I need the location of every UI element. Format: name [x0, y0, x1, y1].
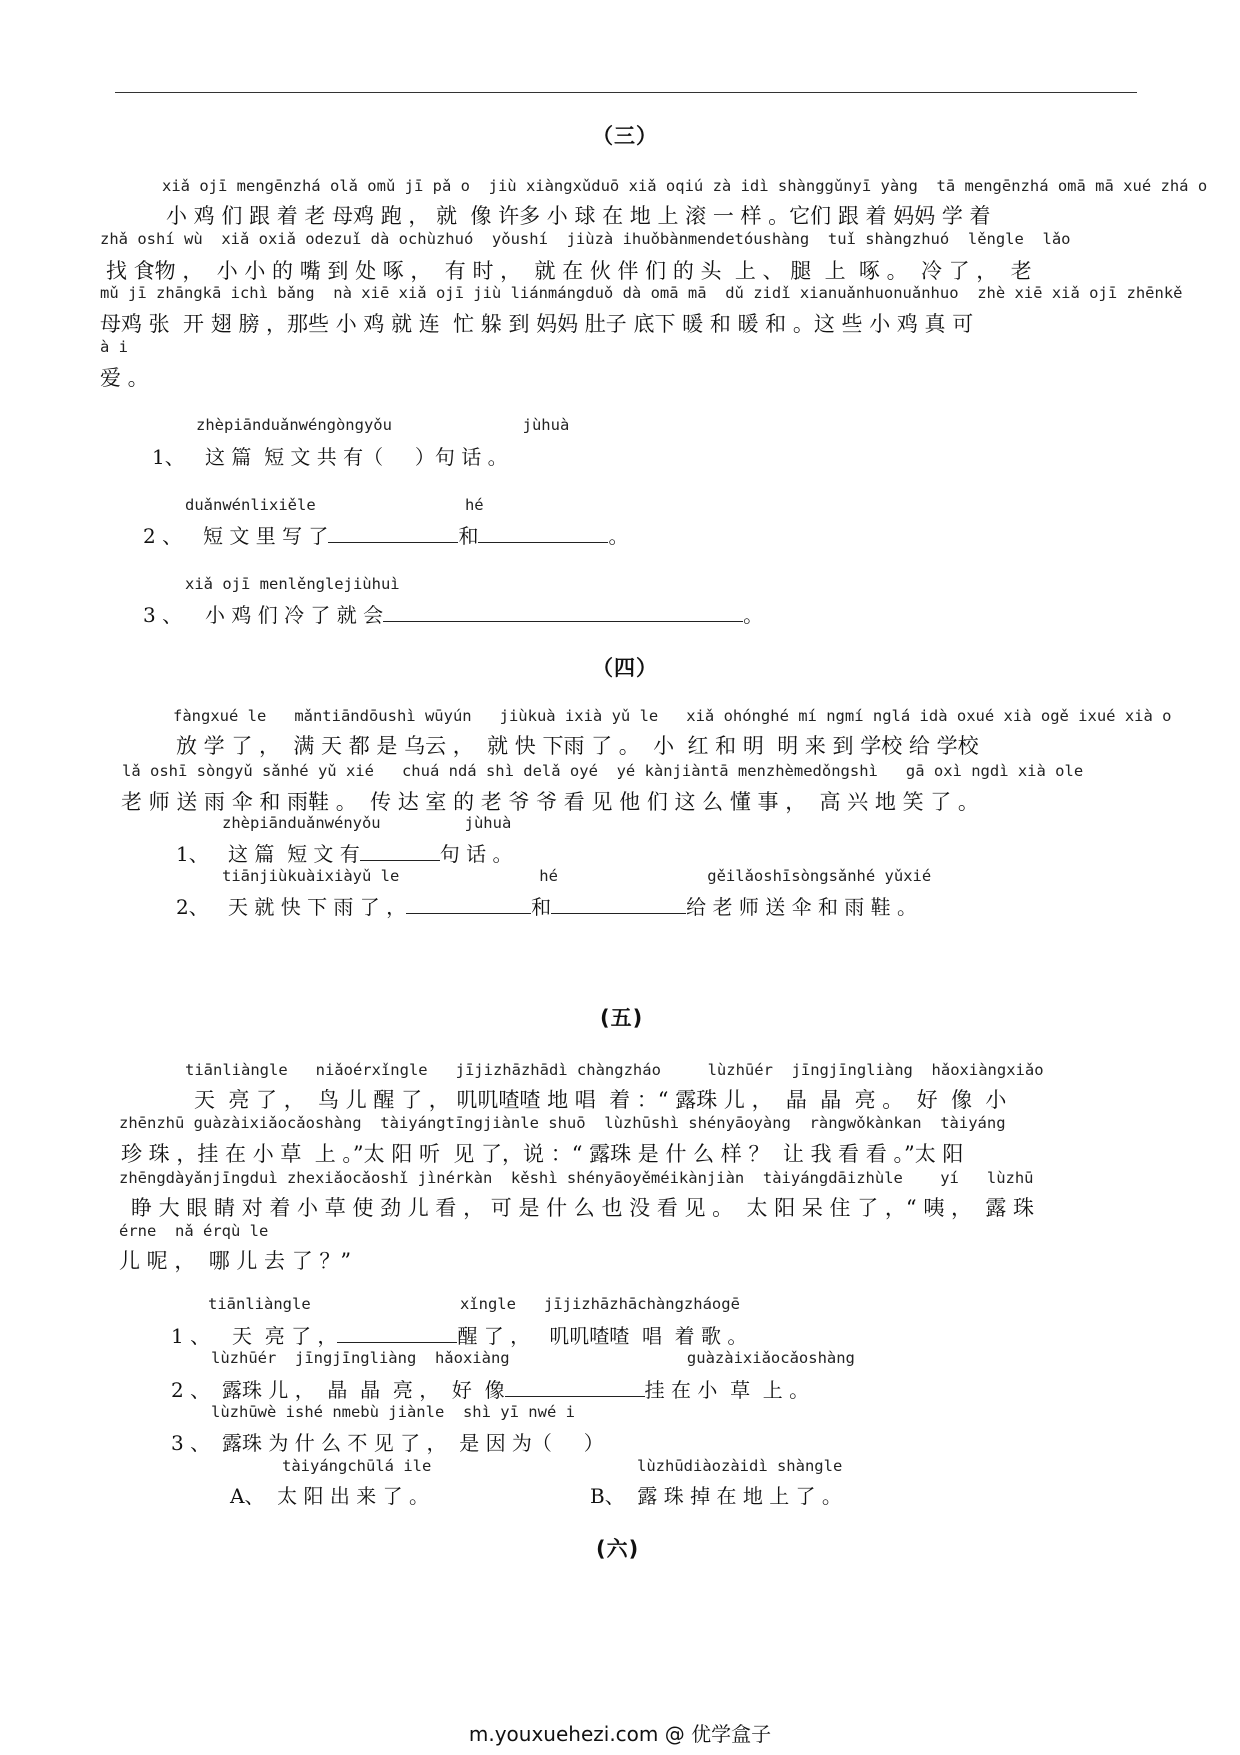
passage-line: 母鸡 张 开 翅 膀 ，那些 小 鸡 就 连 忙 躲 到 妈妈 肚子 底下 暖 和 暖 和 。这 些 小 鸡 真 可	[100, 312, 974, 336]
option-b-pinyin: lùzhūdiàozàidì shàngle	[637, 1457, 843, 1475]
passage-pinyin: mǔ jī zhāngkā ichì bǎng nà xiē xiǎ ojī jiù liánmángduǒ dà omā mā dǔ zidǐ xianuǎnhuonuǎnhuo zhè xiē xiǎ ojī zhēnkě	[100, 284, 1183, 302]
question-pinyin: tiānliàngle xǐngle jījizhāzhāchàngzháogē	[208, 1295, 740, 1313]
question-pinyin: lùzhūér jīngjīngliàng hǎoxiàng guàzàixiǎocǎoshàng	[211, 1349, 855, 1367]
question-number: 2、	[176, 895, 209, 919]
question-text: 露珠 为 什 么 不 见 了 ， 是 因 为（ ）	[222, 1431, 604, 1455]
question-line	[228, 891, 917, 920]
page-footer: m.youxuehezi.com @ 优学盒子	[468, 1722, 772, 1746]
passage-line: 老 师 送 雨 伞 和 雨鞋 。 传 达 室 的 老 爷 爷 看 见 他 们 这 么 懂 事 ， 高 兴 地 笑 了 。	[121, 790, 979, 814]
question-text: 和	[531, 895, 552, 919]
section-heading-6: (六)	[596, 1537, 640, 1561]
question-pinyin: lùzhūwè ishé nmebù jiànle shì yī nwé i	[211, 1403, 575, 1421]
top-rule	[115, 92, 1137, 93]
question-line	[203, 520, 628, 549]
passage-pinyin: zhǎ oshí wù xiǎ oxiǎ odezuǐ dà ochùzhuó yǒushí jiùzà ihuǒbànmendetóushàng tuǐ shàngzhuó lěngle lǎo	[100, 230, 1071, 248]
question-text: 露珠 儿 ， 晶 晶 亮 ， 好 像	[222, 1378, 505, 1402]
question-line	[222, 1374, 809, 1403]
question-text: 。	[608, 524, 629, 548]
question-line	[205, 599, 763, 628]
section-heading-3: （三）	[592, 124, 658, 148]
question-text: 短 文 里 写 了	[203, 524, 329, 548]
question-text: 这 篇 短 文 共 有（ ）句 话 。	[205, 445, 508, 469]
question-number: 1 、	[171, 1324, 211, 1348]
question-text: 句 话 。	[439, 842, 513, 866]
section-heading-4: （四）	[592, 656, 658, 680]
question-text: 小 鸡 们 冷 了 就 会	[205, 603, 384, 627]
question-number: 2 、	[143, 524, 183, 548]
question-text: 挂 在 小 草 上 。	[644, 1378, 810, 1402]
question-pinyin: xiǎ ojī menlěnglejiùhuì	[185, 575, 400, 593]
passage-pinyin: zhēnzhū guàzàixiǎocǎoshàng tàiyángtīngjiànle shuō lùzhūshì shényāoyàng ràngwǒkànkan tàiyáng	[119, 1114, 1006, 1132]
answer-blank[interactable]	[328, 524, 458, 543]
answer-blank[interactable]	[505, 1378, 645, 1397]
question-number: 2 、	[171, 1378, 211, 1402]
question-text: 和	[458, 524, 479, 548]
answer-blank[interactable]	[478, 524, 608, 543]
question-text: 天 亮 了 ，	[232, 1324, 338, 1348]
passage-pinyin: tiānliàngle niǎoérxǐngle jījizhāzhādì chàngzháo lùzhūér jīngjīngliàng hǎoxiàngxiǎo	[185, 1061, 1044, 1079]
answer-blank[interactable]	[406, 895, 531, 914]
passage-line: 睁 大 眼 睛 对 着 小 草 使 劲 儿 看 ， 可 是 什 么 也 没 看 见 。 太 阳 呆 住 了 ，“ 咦 ， 露 珠	[131, 1196, 1035, 1220]
answer-blank[interactable]	[337, 1324, 457, 1343]
section-heading-5: (五)	[600, 1006, 644, 1030]
passage-line: 小 鸡 们 跟 着 老 母鸡 跑 ， 就 像 许多 小 球 在 地 上 滚 一 样 。它们 跟 着 妈妈 学 着	[166, 204, 991, 228]
passage-pinyin: lǎ oshī sòngyǔ sǎnhé yǔ xié chuá ndá shì delǎ oyé yé kànjiàntā menzhèmedǒngshì gā oxì ngdì xià ole	[122, 762, 1084, 780]
answer-blank[interactable]	[360, 842, 440, 861]
question-pinyin: zhèpiānduǎnwéngòngyǒu jùhuà	[196, 416, 570, 434]
question-text: 醒 了 ， 叽叽喳喳 唱 着 歌 。	[457, 1324, 748, 1348]
passage-pinyin: fàngxué le mǎntiāndōushì wūyún jiùkuà ixià yǔ le xiǎ ohónghé mí ngmí nglá idà oxué xià ogě ixué xià o	[173, 707, 1172, 725]
question-text: 天 就 快 下 雨 了 ，	[228, 895, 407, 919]
passage-line: 找 食物 ， 小 小 的 嘴 到 处 啄 ， 有 时 ， 就 在 伙 伴 们 的 头 上 、 腿 上 啄 。 冷 了 ， 老	[106, 259, 1032, 283]
passage-line: 爱 。	[100, 366, 149, 390]
question-pinyin: zhèpiānduǎnwényǒu jùhuà	[222, 814, 512, 832]
passage-line: 放 学 了 ， 满 天 都 是 乌云 ， 就 快 下雨 了 。 小 红 和 明 明 来 到 学校 给 学校	[176, 734, 979, 758]
question-text: 给 老 师 送 伞 和 雨 鞋 。	[686, 895, 918, 919]
question-text: 。	[743, 603, 764, 627]
passage-pinyin: à i	[100, 338, 128, 356]
passage-line: 儿 呢 ， 哪 儿 去 了 ？”	[119, 1249, 352, 1273]
passage-line: 天 亮 了 ， 鸟 儿 醒 了 ， 叽叽喳喳 地 唱 着 ：“ 露珠 儿 ， 晶 晶 亮 。 好 像 小	[194, 1088, 1007, 1112]
option-a[interactable]: A、 太 阳 出 来 了 。	[230, 1484, 429, 1508]
question-pinyin: tiānjiùkuàixiàyǔ le hé gěilǎoshīsòngsǎnhé yǔxié	[222, 867, 932, 885]
passage-pinyin: érne nǎ érqù le	[119, 1222, 269, 1240]
question-line	[232, 1320, 747, 1349]
question-line	[228, 838, 513, 867]
question-pinyin: duǎnwénlixiěle hé	[185, 496, 484, 514]
passage-pinyin: xiǎ ojī mengēnzhá olǎ omǔ jī pǎ o jiù xiàngxǔduō xiǎ oqiú zà idì shànggǔnyī yàng tā mengēnzhá omā mā xué zhá o	[162, 177, 1208, 195]
passage-line: 珍 珠 ，挂 在 小 草 上 。”太 阳 听 见 了，说 ：“ 露珠 是 什 么 样 ？ 让 我 看 看 。”太 阳	[121, 1142, 964, 1166]
option-a-pinyin: tàiyángchūlá ile	[282, 1457, 432, 1475]
question-text: 这 篇 短 文 有	[228, 842, 360, 866]
answer-blank[interactable]	[383, 603, 743, 622]
answer-blank[interactable]	[551, 895, 686, 914]
passage-pinyin: zhēngdàyǎnjīngduì zhexiǎocǎoshǐ jìnérkàn kěshì shényāoyěméikànjiàn tàiyángdāizhùle yí lùzhū	[119, 1169, 1034, 1187]
question-number: 3 、	[171, 1431, 211, 1455]
question-number: 3 、	[143, 603, 183, 627]
option-b[interactable]: B、 露 珠 掉 在 地 上 了 。	[590, 1484, 842, 1508]
question-number: 1、	[152, 445, 185, 469]
question-number: 1、	[176, 842, 209, 866]
